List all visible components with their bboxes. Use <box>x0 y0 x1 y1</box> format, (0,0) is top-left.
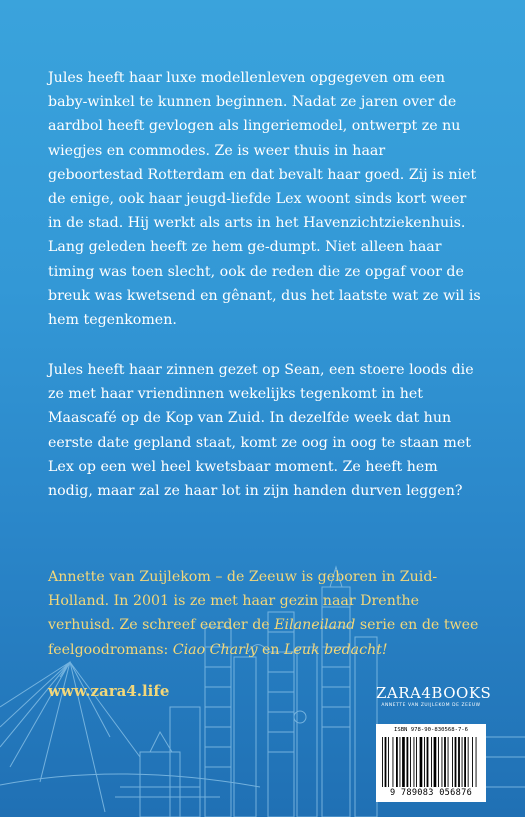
barcode-bar <box>414 737 415 787</box>
barcode-bar <box>393 737 394 787</box>
barcode-bar <box>388 737 389 787</box>
novel-title-2: Leuk bedacht! <box>284 641 388 658</box>
barcode-bar <box>462 737 463 787</box>
blurb-paragraph-1: Jules heeft haar luxe modellenleven opgegeven om een baby-winkel te kunnen beginnen. Nadat ze jaren over de aardbol heeft gevlogen als lingeriemodel, ontwerpt ze nu wiegjes en commodes. Ze is weer thuis in haar geboortestad Rotterdam en dat bevalt haar goed. Zij is niet de enige, ook haar jeugd-liefde Lex woont sinds kort weer in de stad. Hij werkt als arts in het Havenzichtziekenhuis. Lang geleden heeft ze hem ge-dumpt. Niet alleen haar timing was toen slecht, ook de reden die ze opgaf voor de breuk was kwetsend en gênant, dus het laatste wat ze wil is hem tegenkomen. <box>48 70 481 329</box>
novel-title-1: Ciao Charly <box>172 641 258 658</box>
barcode-bar <box>438 737 439 787</box>
barcode-bar <box>434 737 437 787</box>
barcode-bar <box>420 737 423 787</box>
barcode-bars <box>382 737 480 787</box>
barcode-bar <box>416 737 417 787</box>
ean-digits: 9 789083 056876 <box>389 788 473 798</box>
barcode-bar <box>427 737 429 787</box>
barcode-bar <box>468 737 469 787</box>
barcode-bar <box>400 737 401 787</box>
barcode-bar <box>476 737 477 787</box>
publisher-name: ZARA4BOOKS <box>376 684 492 702</box>
barcode-bar <box>455 737 457 787</box>
isbn-number: ISBN 978-90-830568-7-6 <box>393 727 469 733</box>
barcode-bar <box>402 737 405 787</box>
author-bio-text-1: Annette van Zuijlekom – de Zeeuw is geboren in Zuid-Holland. In 2001 is ze met haar gezin naar Drenthe verhuisd. Ze schreef eerder de <box>48 569 438 634</box>
publisher-tagline: ANNETTE VAN ZUIJLEKOM DE ZEEUW <box>381 703 481 708</box>
isbn-barcode <box>376 724 486 802</box>
barcode-bar <box>396 737 398 787</box>
author-bio <box>48 565 484 662</box>
barcode-bar <box>458 737 460 787</box>
barcode-bar <box>448 737 449 787</box>
barcode-bar <box>424 737 425 787</box>
barcode-bar <box>410 737 411 787</box>
barcode-bar <box>382 737 383 787</box>
barcode-bar <box>431 737 432 787</box>
barcode-bar <box>444 737 446 787</box>
website-url: www.zara4.life <box>48 682 170 700</box>
series-title: Eilaneiland <box>274 617 356 634</box>
barcode-bar <box>385 737 387 787</box>
blurb-paragraph-2: Jules heeft haar zinnen gezet op Sean, een stoere loods die ze met haar vriendinnen wekelijks tegenkomt in het Maascafé op de Kop van Zuid. In dezelfde week dat hun eerste date gepland staat, komt ze oog in oog te staan met Lex op een wel heel kwetsbaar moment. Ze heeft hem nodig, maar zal ze haar lot in zijn handen durven leggen? <box>48 362 474 500</box>
author-bio-text-3: en <box>257 641 285 658</box>
barcode-bar <box>407 737 409 787</box>
publisher-logo <box>376 684 492 708</box>
author-bio-text-2: serie en de twee feelgoodromans: <box>48 617 479 658</box>
barcode-bar <box>452 737 453 787</box>
barcode-bar <box>464 737 466 787</box>
barcode-bar <box>472 737 473 787</box>
barcode-bar <box>442 737 443 787</box>
